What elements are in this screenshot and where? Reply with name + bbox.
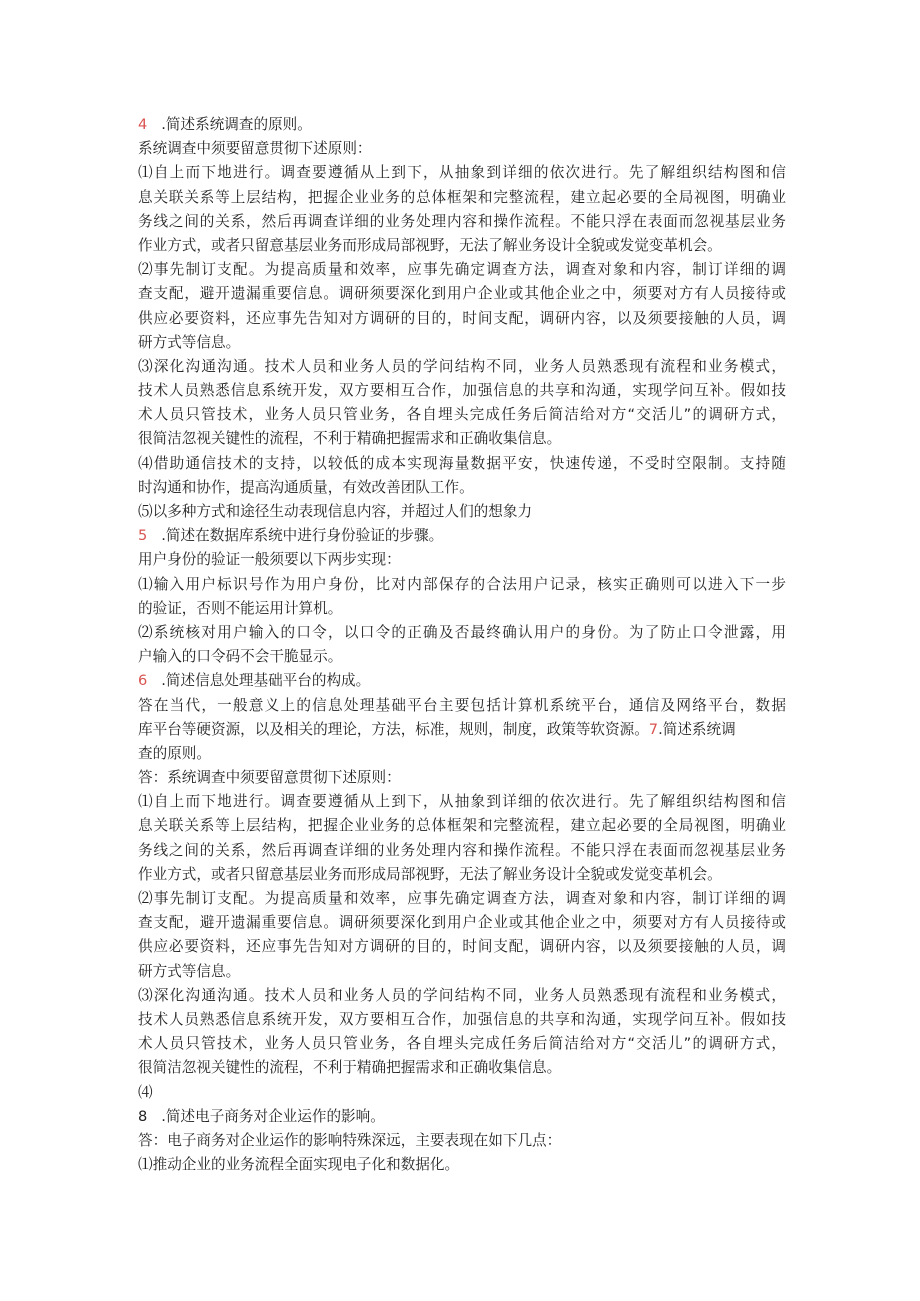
paragraph-line: 系统调查中须要留意贯彻下述原则： <box>138 140 372 158</box>
paragraph-line: 户输入的口令码不会干脆显示。 <box>138 648 343 666</box>
question-number: 4 <box>138 116 148 133</box>
question-8-heading <box>138 1105 786 1129</box>
paragraph-line: 供应必要资料，还应事先告知对方调研的目的，时间支配，调研内容，以及须要接触的人员，调 <box>138 938 786 956</box>
paragraph-line: ⑴自上而下地进行。调查要遵循从上到下，从抽象到详细的依次进行。先了解组织结构图和信 <box>138 164 786 182</box>
document-page <box>138 113 786 1177</box>
paragraph-line: 很简洁忽视关键性的流程，不利于精确把握需求和正确收集信息。 <box>138 430 562 448</box>
paragraph-line: 技术人员熟悉信息系统开发，双方要相互合作，加强信息的共享和沟通，实现学问互补。假如技 <box>138 382 786 400</box>
paragraph-line: ⑶深化沟通沟通。技术人员和业务人员的学问结构不同，业务人员熟悉现有流程和业务模式， <box>138 986 786 1004</box>
paragraph-line: 作业方式，或者只留意基层业务而形成局部视野，无法了解业务设计全貌或发觉变革机会。 <box>138 865 722 883</box>
paragraph-line: 研方式等信息。 <box>138 333 241 351</box>
paragraph-line: ⑴推动企业的业务流程全面实现电子化和数据化。 <box>138 1156 460 1174</box>
question-number: 5 <box>138 527 148 545</box>
paragraph-line: 术人员只管技术，业务人员只管业务，各自埋头完成任务后简洁给对方“交活儿”的调研方式， <box>138 1035 786 1053</box>
question-title: .简述信息处理基础平台的构成。 <box>161 672 371 690</box>
paragraph-line: 很简洁忽视关键性的流程，不利于精确把握需求和正确收集信息。 <box>138 1059 562 1077</box>
paragraph-line: ⑶深化沟通沟通。技术人员和业务人员的学问结构不同，业务人员熟悉现有流程和业务模式， <box>138 357 786 375</box>
paragraph-line: 术人员只管技术，业务人员只管业务，各自埋头完成任务后简洁给对方“交活儿”的调研方式， <box>138 406 786 424</box>
paragraph-line: 务线之间的关系，然后再调查详细的业务处理内容和操作流程。不能只浮在表面而忽视基层业务 <box>138 841 786 859</box>
question-7-title: .简述系统调 <box>658 720 736 738</box>
question-4-heading <box>138 113 786 137</box>
paragraph-text: 库平台等硬资源，以及相关的理论，方法，标准，规则，制度，政策等软资源。 <box>138 720 649 738</box>
paragraph-line: ⑷借助通信技术的支持，以较低的成本实现海量数据平安，快速传递，不受时空限制。支持随 <box>138 454 786 472</box>
question-number: 6 <box>138 672 148 690</box>
paragraph-line: ⑵事先制订支配。为提高质量和效率，应事先确定调查方法，调查对象和内容，制订详细的调 <box>138 890 786 907</box>
paragraph-line: 答：系统调查中须要留意贯彻下述原则： <box>138 769 401 787</box>
paragraph-line: 用户身份的验证一般须要以下两步实现： <box>138 551 401 569</box>
paragraph-line: 时沟通和协作，提高沟通质量，有效改善团队工作。 <box>138 478 474 496</box>
question-title: .简述在数据库系统中进行身份验证的步骤。 <box>161 527 444 545</box>
paragraph-line: ⑸以多种方式和途径生动表现信息内容，并超过人们的想象力 <box>138 503 533 520</box>
question-6-heading <box>138 669 786 693</box>
paragraph-line: 息关联关系等上层结构，把握企业业务的总体框架和完整流程，建立起必要的全局视图，明确业 <box>138 817 786 835</box>
question-7-title-continued: 查的原则。 <box>138 744 211 762</box>
question-number: 8 <box>138 1107 148 1125</box>
paragraph-line: ⑵系统核对用户输入的口令，以口令的正确及否最终确认用户的身份。为了防止口令泄露，用 <box>138 623 786 641</box>
paragraph-line: 的验证，否则不能运用计算机。 <box>138 599 343 617</box>
paragraph-line: 查支配，避开遗漏重要信息。调研须要深化到用户企业或其他企业之中，须要对方有人员接待或 <box>138 285 786 303</box>
paragraph-line: ⑴输入用户标识号作为用户身份，比对内部保存的合法用户记录，核实正确则可以进入下一步 <box>138 575 786 593</box>
paragraph-line: 答：电子商务对企业运作的影响特殊深远，主要表现在如下几点： <box>138 1131 562 1149</box>
paragraph-line-mixed <box>138 718 786 742</box>
paragraph-line: 答在当代，一般意义上的信息处理基础平台主要包括计算机系统平台，通信及网络平台，数据 <box>138 696 786 714</box>
paragraph-line: ⑷ <box>138 1083 153 1101</box>
paragraph-line: 研方式等信息。 <box>138 962 241 980</box>
paragraph-line: 查支配，避开遗漏重要信息。调研须要深化到用户企业或其他企业之中，须要对方有人员接待或 <box>138 914 786 932</box>
question-5-heading <box>138 524 786 548</box>
paragraph-line: 技术人员熟悉信息系统开发，双方要相互合作，加强信息的共享和沟通，实现学问互补。假如技 <box>138 1010 786 1028</box>
question-title: .简述电子商务对企业运作的影响。 <box>161 1107 385 1125</box>
paragraph-line: 务线之间的关系，然后再调查详细的业务处理内容和操作流程。不能只浮在表面而忽视基层业务 <box>138 212 786 230</box>
question-7-number: 7 <box>648 720 659 738</box>
paragraph-line: ⑵事先制订支配。为提高质量和效率，应事先确定调查方法，调查对象和内容，制订详细的调 <box>138 261 786 279</box>
paragraph-line: 供应必要资料，还应事先告知对方调研的目的，时间支配，调研内容，以及须要接触的人员，调 <box>138 309 786 327</box>
paragraph-line: ⑴自上而下地进行。调查要遵循从上到下，从抽象到详细的依次进行。先了解组织结构图和信 <box>138 793 786 811</box>
question-title: .简述系统调查的原则。 <box>161 116 312 133</box>
paragraph-line: 息关联关系等上层结构，把握企业业务的总体框架和完整流程，建立起必要的全局视图，明确业 <box>138 188 786 206</box>
paragraph-line: 作业方式，或者只留意基层业务而形成局部视野，无法了解业务设计全貌或发觉变革机会。 <box>138 236 722 254</box>
